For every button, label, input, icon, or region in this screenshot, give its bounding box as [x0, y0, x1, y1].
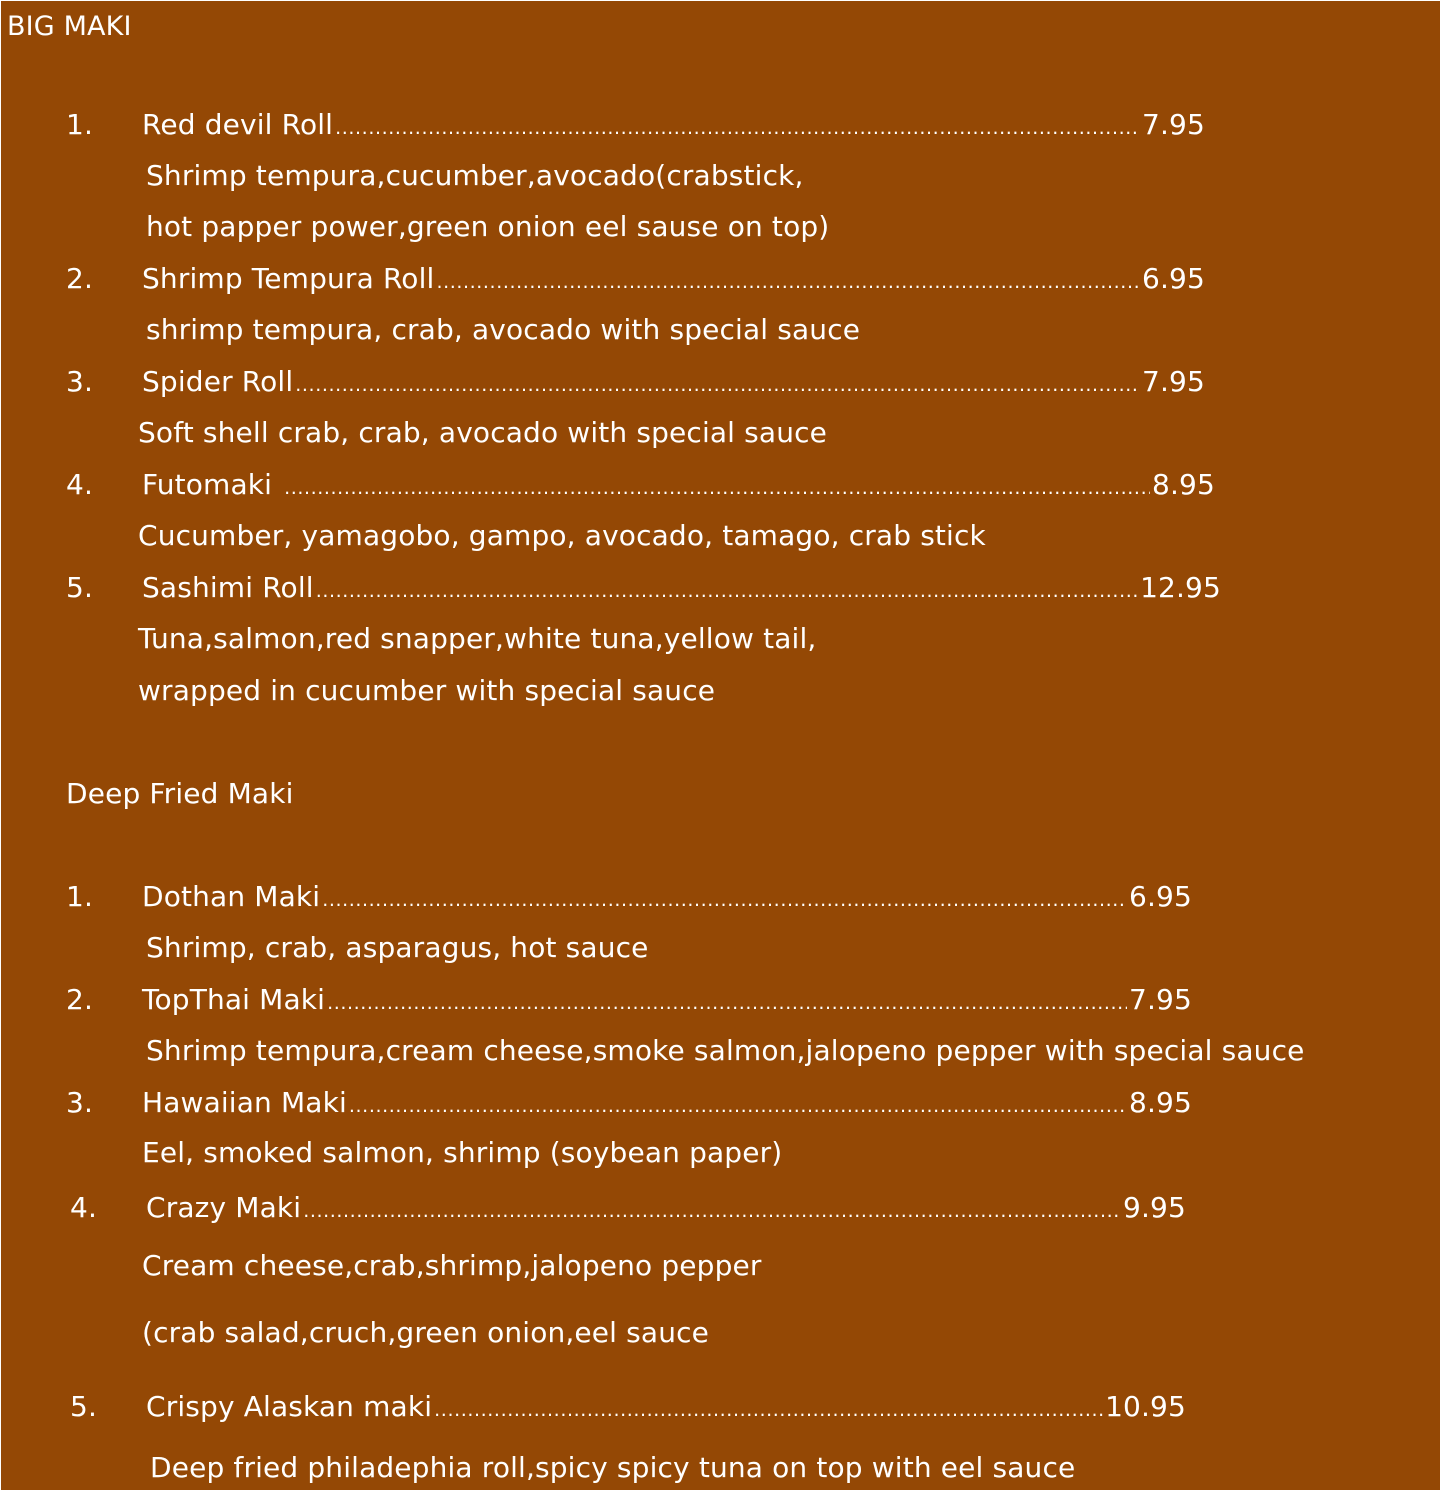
menu-item-red-devil-roll	[142, 107, 1205, 146]
section-title-big-maki: BIG MAKI	[7, 11, 132, 42]
item-description: Eel, smoked salmon, shrimp (soybean paper)	[142, 1136, 783, 1169]
item-name: Crazy Maki	[146, 1191, 302, 1224]
item-price: 6.95	[1142, 262, 1205, 295]
dot-leader	[322, 882, 1127, 918]
item-description: shrimp tempura, crab, avocado with special sauce	[146, 313, 861, 346]
item-price: 7.95	[1142, 365, 1205, 398]
item-name: Hawaiian Maki	[142, 1086, 347, 1119]
dot-leader	[434, 1392, 1103, 1428]
item-price: 12.95	[1140, 571, 1221, 604]
menu-item-sashimi-roll	[142, 570, 1221, 609]
item-name: Sashimi Roll	[142, 571, 314, 604]
menu-item-crispy-alaskan-maki	[146, 1389, 1186, 1428]
item-number: 1.	[66, 108, 94, 141]
item-name: Futomaki	[142, 468, 273, 501]
item-price: 9.95	[1123, 1191, 1186, 1224]
dot-leader	[327, 985, 1127, 1021]
item-number: 2.	[66, 983, 94, 1016]
item-description: Soft shell crab, crab, avocado with special sauce	[138, 416, 828, 449]
item-number: 3.	[66, 1086, 94, 1119]
item-description: Cream cheese,crab,shrimp,jalopeno pepper	[142, 1249, 762, 1282]
item-name: Spider Roll	[142, 365, 294, 398]
dot-leader	[284, 470, 1150, 506]
item-number: 4.	[70, 1191, 98, 1224]
menu-item-topthai-maki	[142, 982, 1192, 1021]
dot-leader	[349, 1088, 1127, 1124]
item-name: Crispy Alaskan maki	[146, 1390, 433, 1423]
item-number: 2.	[66, 262, 94, 295]
item-description: Tuna,salmon,red snapper,white tuna,yellow tail,	[138, 622, 817, 655]
dot-leader	[335, 110, 1140, 146]
item-number: 3.	[66, 365, 94, 398]
item-description: (crab salad,cruch,green onion,eel sauce	[142, 1316, 710, 1349]
item-description: wrapped in cucumber with special sauce	[138, 674, 716, 707]
item-name: Dothan Maki	[142, 880, 321, 913]
item-description: Deep fried philadephia roll,spicy spicy tuna on top with eel sauce	[150, 1451, 1076, 1484]
dot-leader	[295, 367, 1140, 403]
item-description: hot papper power,green onion eel sause on top)	[146, 210, 830, 243]
item-description: Shrimp tempura,cucumber,avocado(crabstick,	[146, 159, 804, 192]
item-number: 4.	[66, 468, 94, 501]
menu-item-spider-roll	[142, 364, 1205, 403]
item-number: 5.	[70, 1390, 98, 1423]
menu-item-hawaiian-maki	[142, 1085, 1192, 1124]
item-price: 10.95	[1105, 1390, 1186, 1423]
dot-leader	[436, 264, 1140, 300]
menu-item-crazy-maki	[146, 1190, 1186, 1229]
item-number: 1.	[66, 880, 94, 913]
menu-item-dothan-maki	[142, 879, 1192, 918]
item-description: Cucumber, yamagobo, gampo, avocado, tamago, crab stick	[138, 519, 986, 552]
section-title-deep-fried-maki: Deep Fried Maki	[66, 777, 294, 810]
menu-item-futomaki	[142, 467, 1215, 506]
item-price: 8.95	[1129, 1086, 1192, 1119]
item-price: 6.95	[1129, 880, 1192, 913]
item-name: Shrimp Tempura Roll	[142, 262, 435, 295]
item-price: 7.95	[1142, 108, 1205, 141]
dot-leader	[316, 573, 1138, 609]
menu-page	[1, 1, 1440, 1490]
item-price: 8.95	[1152, 468, 1215, 501]
item-description: Shrimp tempura,cream cheese,smoke salmon,jalopeno pepper with special sauce	[146, 1034, 1305, 1067]
menu-item-shrimp-tempura-roll	[142, 261, 1205, 300]
item-name: TopThai Maki	[142, 983, 326, 1016]
dot-leader	[303, 1193, 1121, 1229]
item-number: 5.	[66, 571, 94, 604]
item-description: Shrimp, crab, asparagus, hot sauce	[146, 931, 649, 964]
item-name: Red devil Roll	[142, 108, 334, 141]
item-price: 7.95	[1129, 983, 1192, 1016]
